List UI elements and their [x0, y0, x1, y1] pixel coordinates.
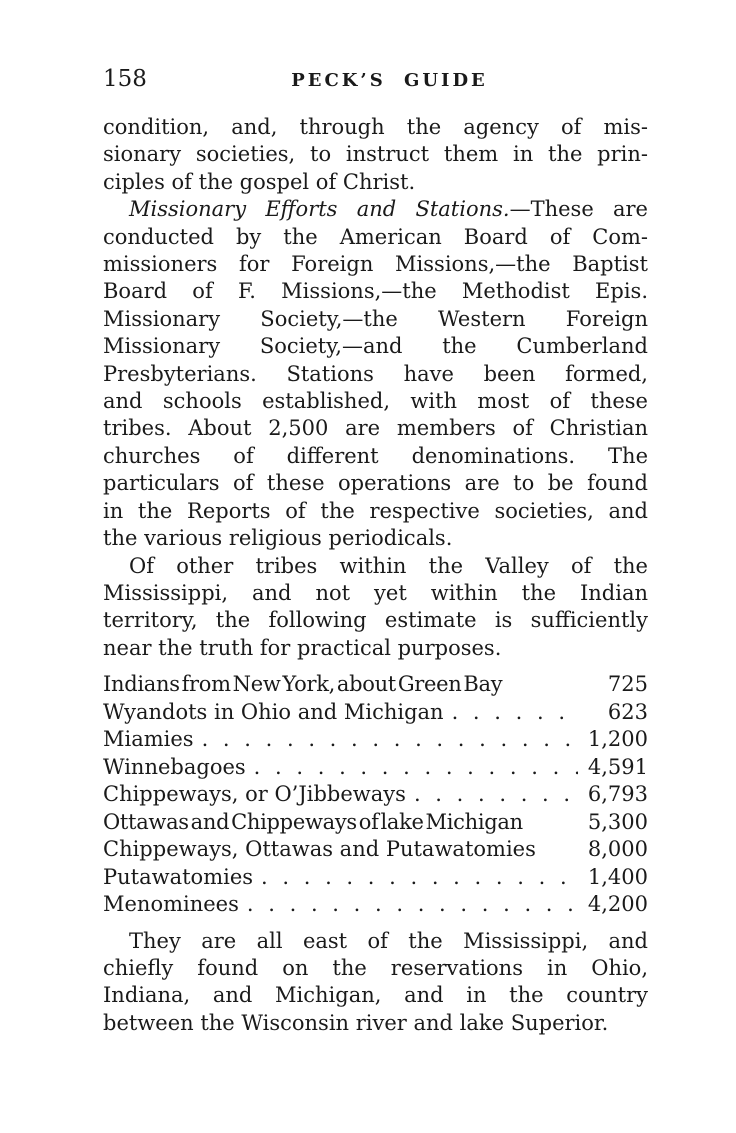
text-line: in the Reports of the respective societies, and: [103, 498, 648, 523]
tribe-population-value: 1,400: [587, 864, 648, 889]
text-line: chiefly found on the reservations in Ohio,: [103, 956, 648, 981]
dot-leader: [254, 754, 578, 782]
text-line: Missionary Society,—the Western Foreign: [103, 306, 648, 331]
table-row: [103, 781, 648, 809]
tribe-population-value: 6,793: [587, 782, 648, 807]
dot-leader: [202, 726, 578, 754]
dot-leader: [414, 781, 578, 809]
text-line: Of other tribes within the Valley of the: [129, 553, 648, 578]
paragraph-other-tribes: [103, 553, 648, 663]
tribe-population-value: 4,591: [587, 754, 648, 779]
table-row: [103, 754, 648, 782]
text-line: sionary societies, to instruct them in the prin-: [103, 142, 648, 167]
tribe-label: Miamies: [103, 727, 194, 752]
text-line: Missionary Society,—and the Cumberland: [103, 334, 648, 359]
table-row: [103, 891, 648, 919]
text-line: [103, 196, 648, 223]
text-line: particulars of these operations are to be found: [103, 471, 648, 496]
dot-leader: [452, 699, 578, 727]
text-line: Presbyterians. Stations have been formed,: [103, 361, 648, 386]
running-title: PECK’S GUIDE: [291, 70, 488, 91]
text-line: conducted by the American Board of Com-: [103, 224, 648, 249]
text-line: between the Wisconsin river and lake Superior.: [103, 1010, 609, 1035]
text-line: territory, the following estimate is sufficiently: [103, 608, 648, 633]
dot-leader: [247, 891, 578, 919]
table-row: [103, 671, 648, 699]
page-body: [103, 114, 648, 1037]
paragraph-intro: [103, 114, 648, 196]
tribe-population-table: [103, 671, 648, 919]
text-line: ciples of the gospel of Christ.: [103, 169, 416, 194]
text-line: missioners for Foreign Missions,—the Baptist: [103, 252, 648, 277]
tribe-population-value: 725: [607, 672, 648, 697]
text-line: Mississippi, and not yet within the Indian: [103, 580, 648, 605]
tribe-label: Chippeways, or O’Jibbeways: [103, 782, 406, 807]
text-line: and schools established, with most of these: [103, 389, 648, 414]
tribe-label: Indians from New York, about Green Bay: [103, 672, 503, 697]
tribe-population-value: 1,200: [587, 727, 648, 752]
paragraph-missionary-efforts: [103, 196, 648, 552]
text-line: near the truth for practical purposes.: [103, 635, 502, 660]
tribe-population-value: 8,000: [587, 837, 648, 862]
paragraph-east-of-mississippi: [103, 928, 648, 1038]
text-line: Indiana, and Michigan, and in the country: [103, 983, 648, 1008]
table-row: [103, 836, 648, 864]
text-line: Board of F. Missions,—the Methodist Epis.: [103, 279, 648, 304]
table-row: [103, 864, 648, 892]
tribe-population-value: 4,200: [587, 892, 648, 917]
table-row: [103, 726, 648, 754]
plain-text: —These are: [509, 197, 648, 222]
page-number: 158: [103, 66, 147, 92]
tribe-label: Winnebagoes: [103, 754, 246, 779]
tribe-population-value: 5,300: [587, 809, 648, 834]
tribe-label: Wyandots in Ohio and Michigan: [103, 699, 444, 724]
table-row: [103, 699, 648, 727]
tribe-label: Putawatomies: [103, 864, 254, 889]
text-line: the various religious periodicals.: [103, 526, 453, 551]
tribe-label: Ottawas and Chippeways of lake Michigan: [103, 809, 523, 834]
tribe-population-value: 623: [607, 699, 648, 724]
text-line: tribes. About 2,500 are members of Christian: [103, 416, 648, 441]
text-line: churches of different denominations. The: [103, 443, 648, 468]
table-row: [103, 809, 648, 837]
tribe-label: Menominees: [103, 892, 239, 917]
dot-leader: [261, 864, 578, 892]
page-header: [103, 66, 648, 92]
italic-text: Missionary Efforts and Stations.: [129, 197, 510, 222]
tribe-label: Chippeways, Ottawas and Putawatomies: [103, 837, 536, 862]
text-line: They are all east of the Mississippi, and: [129, 928, 648, 953]
text-line: condition, and, through the agency of mis-: [103, 115, 648, 139]
